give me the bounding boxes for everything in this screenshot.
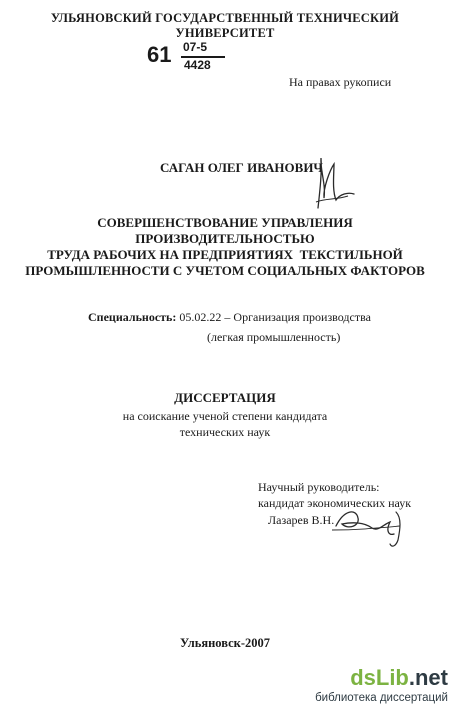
degree-description bbox=[0, 408, 450, 440]
dslib-watermark[interactable] bbox=[308, 666, 448, 705]
shelf-mark bbox=[147, 40, 227, 74]
shelf-mark-number: 61 bbox=[147, 42, 172, 67]
shelf-mark-top: 07-5 bbox=[183, 40, 208, 54]
advisor-name: Лазарев В.Н. bbox=[268, 513, 335, 527]
shelf-mark-bottom: 4428 bbox=[184, 58, 211, 72]
dissertation-title bbox=[0, 215, 450, 279]
specialty-line bbox=[88, 310, 371, 325]
watermark-brand-domain: .net bbox=[408, 665, 448, 690]
advisor-degree: кандидат экономических наук bbox=[258, 496, 412, 510]
author-name: САГАН ОЛЕГ ИВАНОВИЧ bbox=[160, 160, 323, 175]
city-year: Ульяновск-2007 bbox=[179, 636, 271, 650]
advisor-role: Научный руководитель: bbox=[258, 480, 380, 494]
university-name: УЛЬЯНОВСКИЙ ГОСУДАРСТВЕННЫЙ ТЕХНИЧЕСКИЙ УНИВЕРСИТЕТ bbox=[50, 11, 400, 40]
specialty-label: Специальность: bbox=[88, 310, 177, 324]
advisor-signature bbox=[328, 500, 418, 552]
document-type-heading: ДИССЕРТАЦИЯ bbox=[174, 390, 276, 405]
watermark-brand[interactable] bbox=[308, 666, 448, 690]
degree-line: на соискание ученой степени кандидата bbox=[122, 409, 328, 423]
title-line: ПРОИЗВОДИТЕЛЬНОСТЬЮ bbox=[135, 231, 315, 246]
author-signature bbox=[304, 150, 364, 218]
rights-note: На правах рукописи bbox=[289, 75, 392, 89]
degree-line: технических наук bbox=[179, 425, 271, 439]
title-line: ПРОМЫШЛЕННОСТИ С УЧЕТОМ СОЦИАЛЬНЫХ ФАКТОРОВ bbox=[25, 263, 425, 278]
title-line: ТРУДА РАБОЧИХ НА ПРЕДПРИЯТИЯХ ТЕКСТИЛЬНОЙ bbox=[47, 247, 403, 262]
watermark-brand-main: dsLib bbox=[350, 665, 409, 690]
watermark-subtitle: библиотека диссертаций bbox=[315, 692, 448, 704]
title-line: СОВЕРШЕНСТВОВАНИЕ УПРАВЛЕНИЯ bbox=[97, 215, 353, 230]
specialty-code: 05.02.22 – Организация производства bbox=[176, 310, 371, 324]
specialty-qualifier: (легкая промышленность) bbox=[207, 330, 341, 344]
